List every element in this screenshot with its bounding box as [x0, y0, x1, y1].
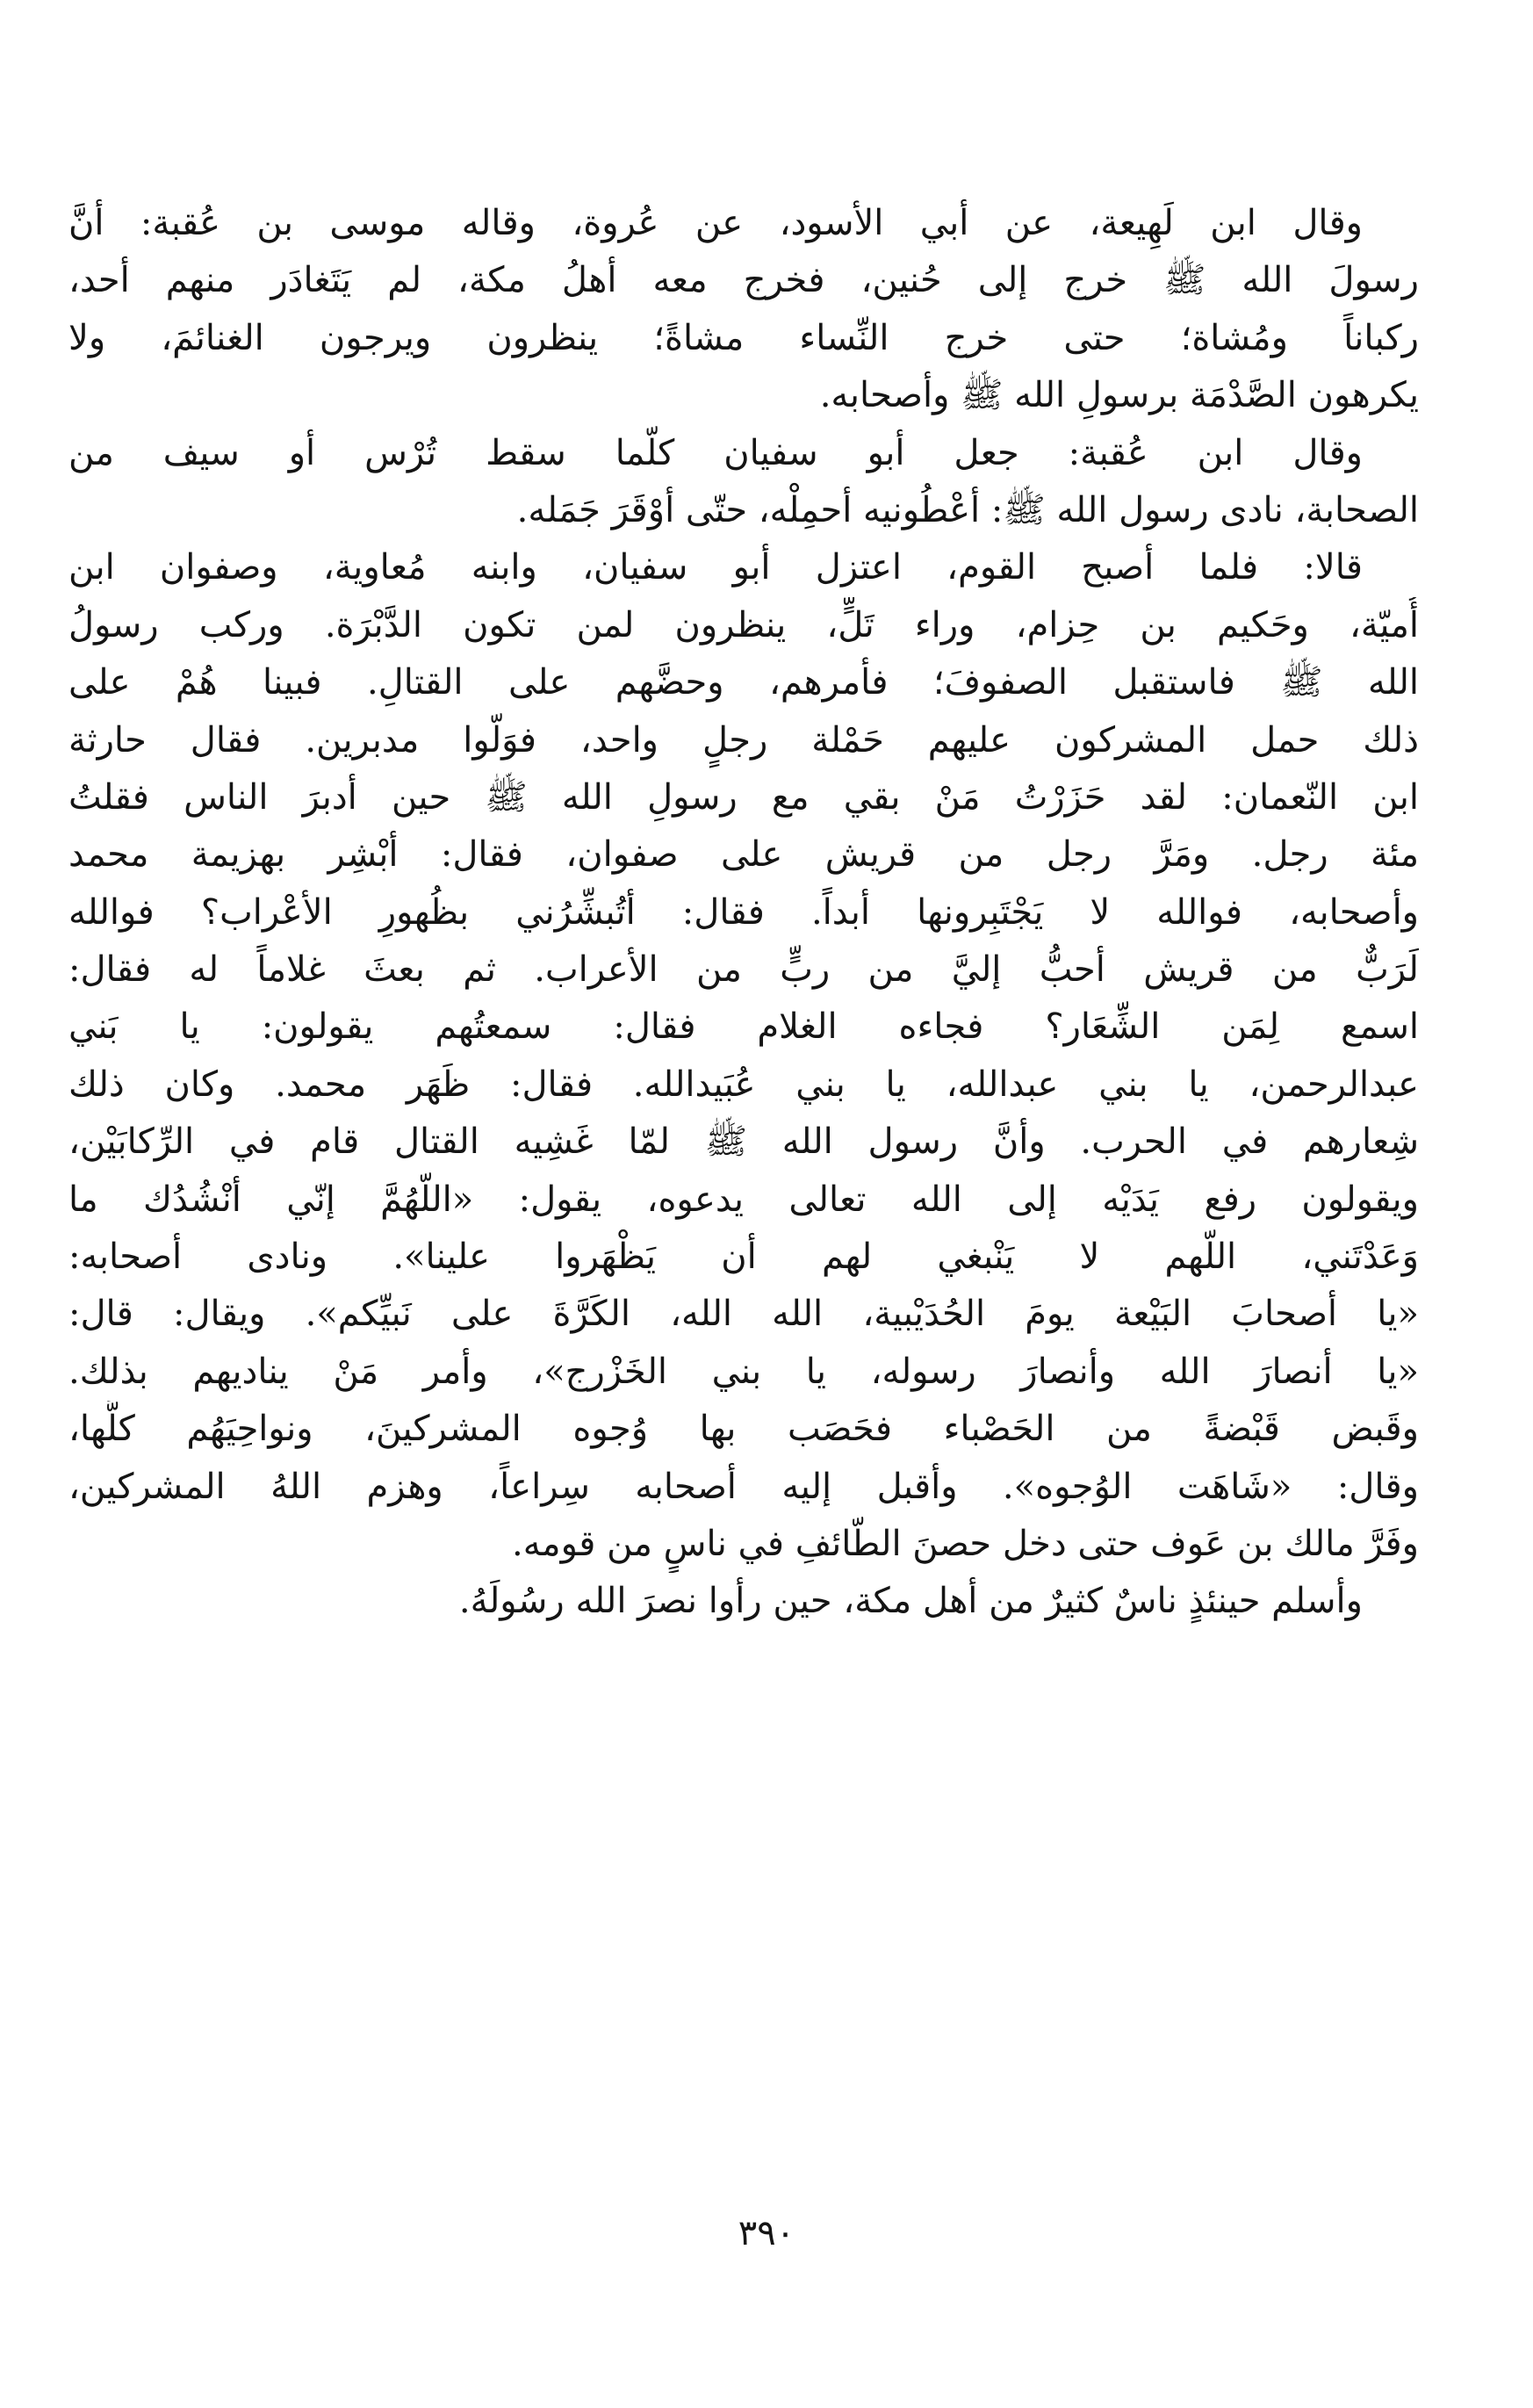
text-line: ذلك حمل المشركون عليهم حَمْلة رجلٍ واحد، فوَلّوا مدبرين. فقال حارثة	[68, 719, 1419, 761]
text-line: رسولَ الله ﷺ خرج إلى حُنين، فخرج معه أهلُ مكة، لم يَتَغادَر منهم أحد،	[68, 260, 1419, 301]
text-line: وقَبض قَبْضةً من الحَصْباء فحَصَب بها وُجوه المشركينَ، ونواحِيَهُم كلَّها،	[68, 1409, 1419, 1450]
text-line: «يا أصحابَ البَيْعة يومَ الحُدَيْبية، الله الله، الكَرَّةَ على نَبيِّكم». ويقال: قال:	[68, 1294, 1419, 1335]
text-line: ويقولون رفع يَدَيْه إلى الله تعالى يدعوه، يقول: «اللّهُمَّ إنّي أنْشُدُك ما	[68, 1179, 1419, 1220]
page-number: ٣٩٠	[738, 2213, 795, 2253]
text-line: عبدالرحمن، يا بني عبدالله، يا بني عُبَيدالله. فقال: ظَهَر محمد. وكان ذلك	[68, 1063, 1419, 1105]
text-line: اسمع لِمَن الشِّعَار؟ فجاءه الغلام فقال: سمعتُهم يقولون: يا بَني	[68, 1006, 1419, 1048]
text-line: ركباناً ومُشاة؛ حتى خرج النِّساء مشاةً؛ ينظرون ويرجون الغنائمَ، ولا	[68, 317, 1419, 358]
text-line: لَرَبٌّ من قريش أحبُّ إليَّ من ربٍّ من الأعراب. ثم بعثَ غلاماً له فقال:	[68, 949, 1419, 991]
text-line: الصحابة، نادى رسول الله ﷺ: أعْطُونيه أحمِلْه، حتّى أوْقَرَ جَمَله.	[516, 489, 1419, 530]
text-line: وأسلم حينئذٍ ناسٌ كثيرٌ من أهل مكة، حين رأوا نصرَ الله رسُولَهُ.	[458, 1581, 1363, 1622]
body-text	[68, 195, 1419, 1631]
text-line: شِعارهم في الحرب. وأنَّ رسول الله ﷺ لمّا غَشِيه القتال قام في الرِّكابَيْن،	[68, 1121, 1419, 1163]
text-line: الله ﷺ فاستقبل الصفوفَ؛ فأمرهم، وحضَّهم على القتالِ. فبينا هُمْ على	[68, 662, 1419, 703]
text-line: وأصحابه، فوالله لا يَجْتَبِرونها أبداً. فقال: أتُبشِّرُني بظُهورِ الأعْراب؟ فوالله	[68, 891, 1419, 933]
text-line: وقال: «شَاهَت الوُجوه». وأقبل إليه أصحابه سِراعاً، وهزم اللهُ المشركين،	[68, 1466, 1419, 1507]
text-line: وقال ابن عُقبة: جعل أبو سفيان كلّما سقط تُرْس أو سيف من	[68, 432, 1363, 473]
text-line: وَعَدْتَني، اللّهم لا يَنْبغي لهم أن يَظْهَروا علينا». ونادى أصحابه:	[68, 1236, 1419, 1278]
text-line: مئة رجل. ومَرَّ رجل من قريش على صفوان، فقال: أبْشِر بهزيمة محمد	[68, 834, 1419, 876]
text-line: ابن النّعمان: لقد حَزَرْتُ مَنْ بقي مع رسولِ الله ﷺ حين أدبرَ الناس فقلتُ	[68, 776, 1419, 818]
text-line: وقال ابن لَهِيعة، عن أبي الأسود، عن عُروة، وقاله موسى بن عُقبة: أنَّ	[68, 203, 1363, 243]
text-line: قالا: فلما أصبح القوم، اعتزل أبو سفيان، وابنه مُعاوية، وصفوان ابن	[68, 547, 1363, 588]
text-line: «يا أنصارَ الله وأنصارَ رسوله، يا بني الخَزْرج»، وأمر مَنْ يناديهم بذلك.	[68, 1351, 1419, 1392]
text-line: وفَرَّ مالك بن عَوف حتى دخل حصنَ الطّائفِ في ناسٍ من قومه.	[512, 1523, 1419, 1564]
text-line: يكرهون الصَّدْمَة برسولِ الله ﷺ وأصحابه.	[819, 375, 1419, 416]
text-line: أُميّة، وحَكيم بن حِزام، وراء تَلٍّ، ينظرون لمن تكون الدَّبْرَة. وركب رسولُ	[68, 604, 1419, 645]
